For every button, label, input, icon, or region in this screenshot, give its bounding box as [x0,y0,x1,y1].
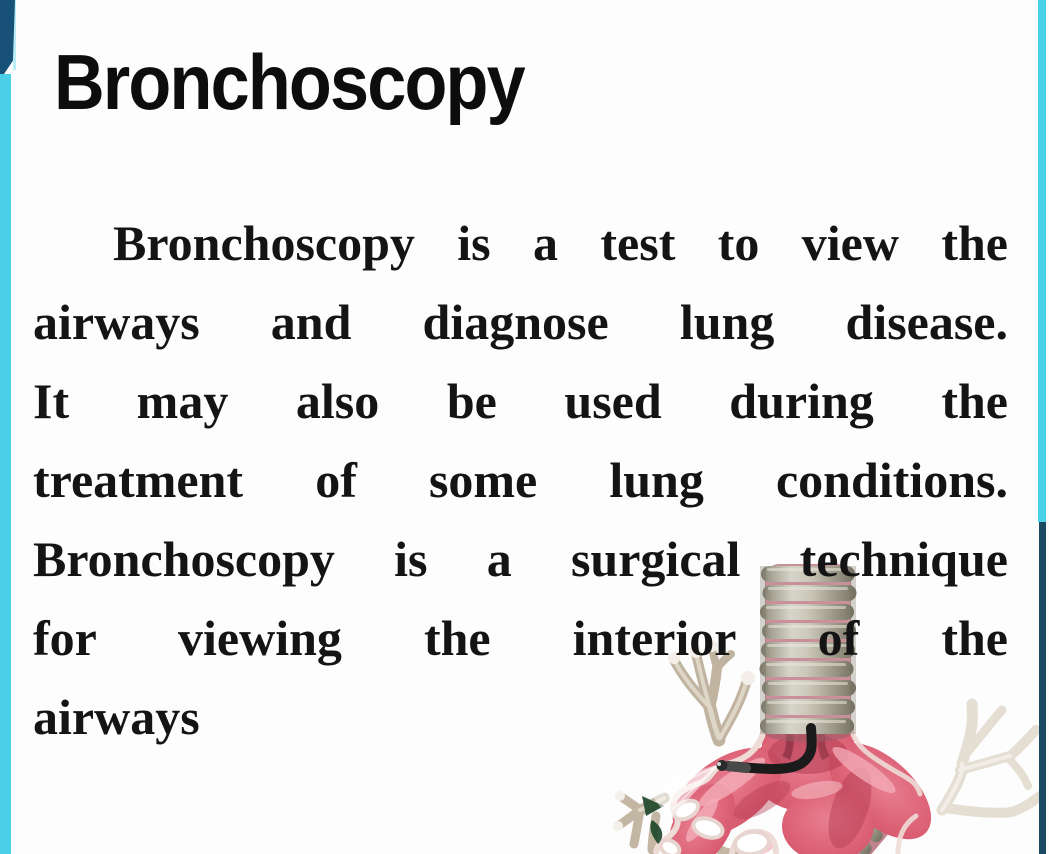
body-line-2: airways and diagnose lung disease. [33,294,1008,350]
slide-body-text [33,204,1008,757]
right-edge-cyan-bar [1038,0,1046,522]
slide-title: Bronchoscopy [54,38,524,127]
body-line-4: treatment of some lung conditions. [33,452,1008,508]
body-line-6: for viewing the interior of the [33,610,1008,666]
right-edge-navy-bar [1039,522,1046,854]
body-line-1: Bronchoscopy is a test to view the [113,215,1008,271]
body-line-7: airways [33,689,200,745]
left-edge-cyan-bar [0,74,11,854]
body-line-3: It may also be used during the [33,373,1008,429]
body-line-5: Bronchoscopy is a surgical technique [33,531,1008,587]
